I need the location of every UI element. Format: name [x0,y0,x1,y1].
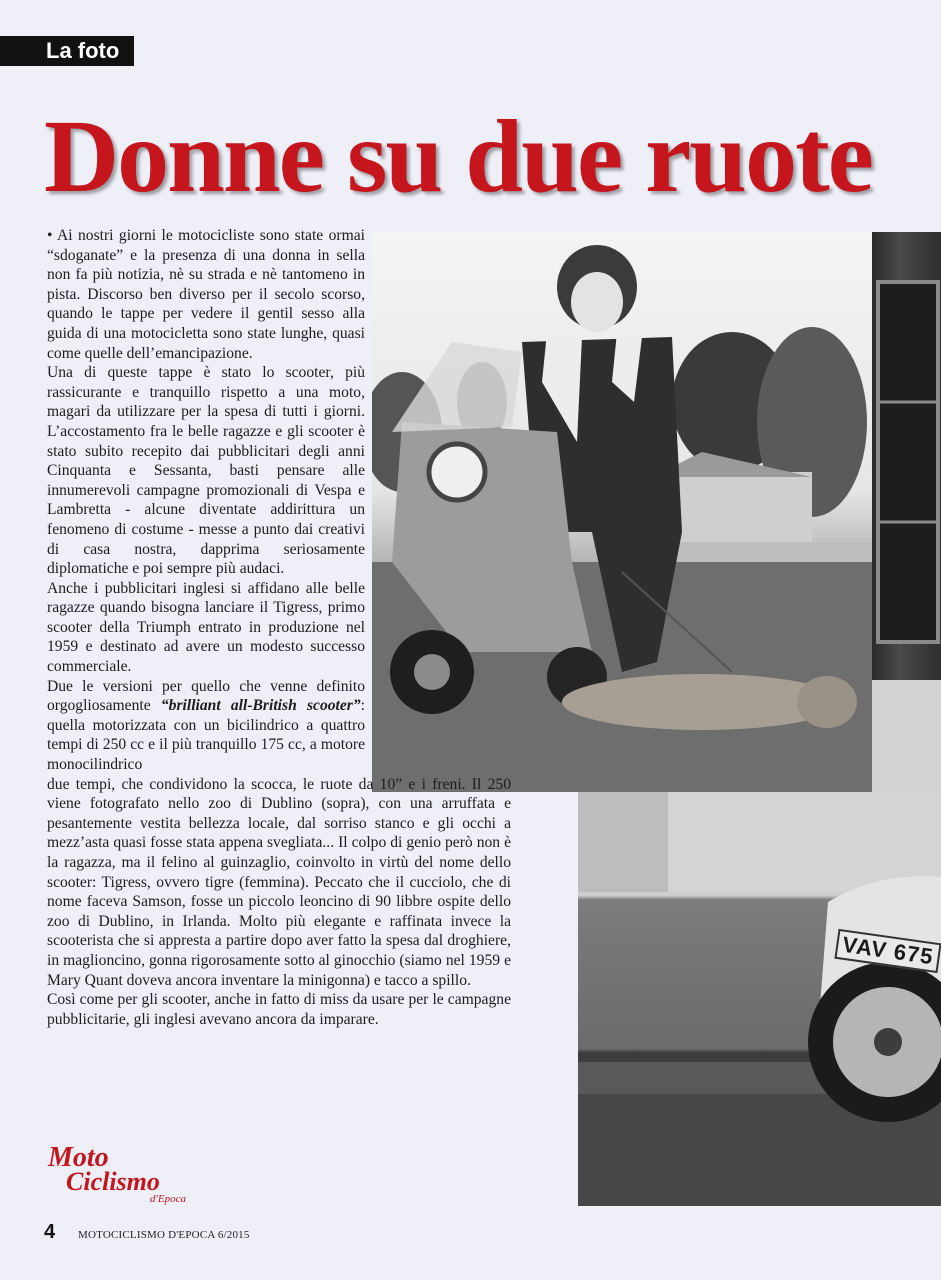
photo-stone-wall [872,680,941,792]
photo-scooter-street [578,792,941,1206]
paragraph-4-mid: : quella motorizzata con un bicilindrico a quattro tempi di 250 cc e il più tranquillo 175 cc, a motore monocilindrico [47,697,365,774]
magazine-logo [46,1138,216,1206]
article-body [47,226,511,1029]
logo-line1: Moto [48,1142,109,1173]
logo-line2: Ciclismo [66,1167,160,1196]
page-number: 4 [44,1221,56,1243]
license-plate: VAV 675 [834,929,941,973]
footer-publication: MOTOCICLISMO D'EPOCA 6/2015 [78,1229,250,1241]
paragraph-4-continued: due tempi, che condividono la scocca, le ruote da 10” e i freni. Il 250 viene fotografato nello zoo di Dublino (sopra), con una arruffata e pesantemente vestita bellezza locale, dal sorriso stanco e gli occhi a mezz’asta quasi fosse stata appena svegliata... Il colpo di genio però non è la ragazza, ma il felino al guinzaglio, coinvolto in virtù del nome dello scooter: Tigress, ovvero tigre (femmina). Peccato che il cucciolo, che di nome faceva Samson, fosse un piccolo leoncino di 90 libbre ospite dello zoo di Dublino, in Irlanda. Molto più elegante e raffinata invece la scooterista che si appresta a partire dopo aver fatto la spesa dal droghiere, in maglioncino, gonna rigorosamente sotto al ginocchio (siamo nel 1959 e Mary Quant doveva ancora inventare la minigonna) e tacco a spillo. [47,775,511,989]
article-column-narrow [47,226,365,775]
paragraph-2: Una di queste tappe è stato lo scooter, più rassicurante e tranquillo rispetto a una moto, magari da utilizzare per la spesa di tutti i giorni. L’accostamento fra le belle ragazze e gli scooter è stato subito recepito dai pubblicitari degli anni Cinquanta e Sessanta, basti pensare alle innumerevoli campagne promozionali di Vespa e Lambretta - alcune diventate addirittura un fenomeno di costume - messe a punto dai creativi di casa nostra, dapprima seriosamente diplomatiche e poi sempre più audaci. [47,364,365,578]
headline: Donne su due ruote [44,99,872,214]
article-column-wide [47,775,511,1030]
paragraph-4-start: Due le versioni per quello che venne definito orgogliosamente [47,677,365,715]
logo-graphic [46,1138,216,1206]
paragraph-3: Anche i pubblicitari inglesi si affidano alle belle ragazze quando bisogna lanciare il Tigress, primo scooter della Triumph entrato in produzione nel 1959 e destinato ad avere un modesto successo commerciale. [47,579,365,676]
paragraph-1: • Ai nostri giorni le motocicliste sono state ormai “sdoganate” e la presenza di una donna in sella non fa più notizia, nè su strada e nè tantomeno in pista. Discorso ben diverso per il secolo scorso, quando le tappe per vedere il gentil sesso alla guida di una motocicletta sono state lunghe, quasi come quelle dell’emancipazione. [47,227,365,362]
paragraph-4-quote: “brilliant all-British scooter” [160,697,361,715]
logo-line3: d'Epoca [150,1193,186,1205]
paragraph-4 [47,677,365,775]
street-illustration [578,792,941,1206]
section-tag: La foto [0,36,134,66]
paragraph-5: Così come per gli scooter, anche in fatto di miss da usare per le campagne pubblicitarie, gli inglesi avevano ancora da imparare. [47,991,511,1028]
